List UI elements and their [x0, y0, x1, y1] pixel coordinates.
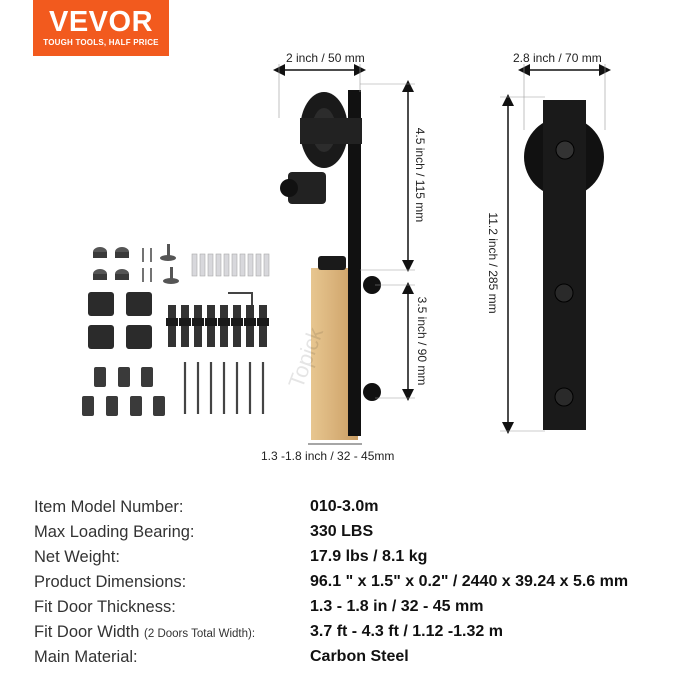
spec-key-text: Fit Door Thickness:	[34, 598, 176, 616]
spec-row	[34, 523, 674, 548]
spec-row	[34, 623, 674, 648]
spec-key-text: Fit Door Width	[34, 623, 145, 641]
brand-tagline: TOUGH TOOLS, HALF PRICE	[43, 38, 159, 47]
watermark: Topick	[283, 324, 329, 392]
spacer-sleeves	[82, 367, 165, 416]
spec-key	[34, 523, 195, 542]
spec-value: 010-3.0m	[310, 498, 379, 515]
dim-lower-spacing: 3.5 inch / 90 mm	[415, 296, 429, 386]
front-view	[524, 100, 604, 430]
spec-key-text: Item Model Number:	[34, 498, 184, 516]
spec-key-note: (2 Doors Total Width):	[144, 628, 256, 640]
spec-value: 3.7 ft - 4.3 ft / 1.12 -1.32 m	[310, 623, 503, 640]
dim-front-width: 2.8 inch / 70 mm	[513, 51, 602, 65]
round-washers	[93, 247, 129, 280]
spec-value: 96.1 " x 1.5" x 0.2" / 2440 x 39.24 x 5.6 mm	[310, 573, 629, 590]
spec-value: Carbon Steel	[310, 648, 409, 665]
dim-upper-height: 4.5 inch / 115 mm	[413, 127, 427, 223]
spec-key	[34, 598, 176, 617]
spec-key	[34, 548, 120, 567]
spec-key	[34, 623, 255, 642]
wall-anchors	[192, 254, 269, 276]
spec-key	[34, 648, 138, 667]
dim-side-width: 2 inch / 50 mm	[286, 51, 365, 65]
spec-row	[34, 598, 674, 623]
spec-key	[34, 573, 186, 592]
t-stoppers	[160, 244, 179, 284]
spec-key-text: Net Weight:	[34, 548, 120, 566]
spec-key-text: Main Material:	[34, 648, 138, 666]
spec-row	[34, 573, 674, 598]
small-screws	[143, 248, 151, 282]
spec-row	[34, 498, 674, 523]
spec-row	[34, 548, 674, 573]
spec-key-text: Product Dimensions:	[34, 573, 187, 591]
spec-table	[34, 498, 674, 673]
brand-name: VEVOR	[48, 6, 154, 38]
dim-total-height: 11.2 inch / 285 mm	[486, 212, 500, 314]
bolts	[166, 305, 269, 347]
spec-row	[34, 648, 674, 673]
spec-value: 1.3 - 1.8 in / 32 - 45 mm	[310, 598, 484, 615]
dim-door-thickness: 1.3 -1.8 inch / 32 - 45mm	[261, 449, 395, 463]
spec-key-text: Max Loading Bearing:	[34, 523, 195, 541]
hardware-kit	[82, 244, 269, 416]
spec-value: 17.9 lbs / 8.1 kg	[310, 548, 428, 565]
lag-screws	[185, 362, 263, 414]
spec-key	[34, 498, 183, 517]
brackets	[88, 292, 152, 349]
spec-value: 330 LBS	[310, 523, 374, 540]
